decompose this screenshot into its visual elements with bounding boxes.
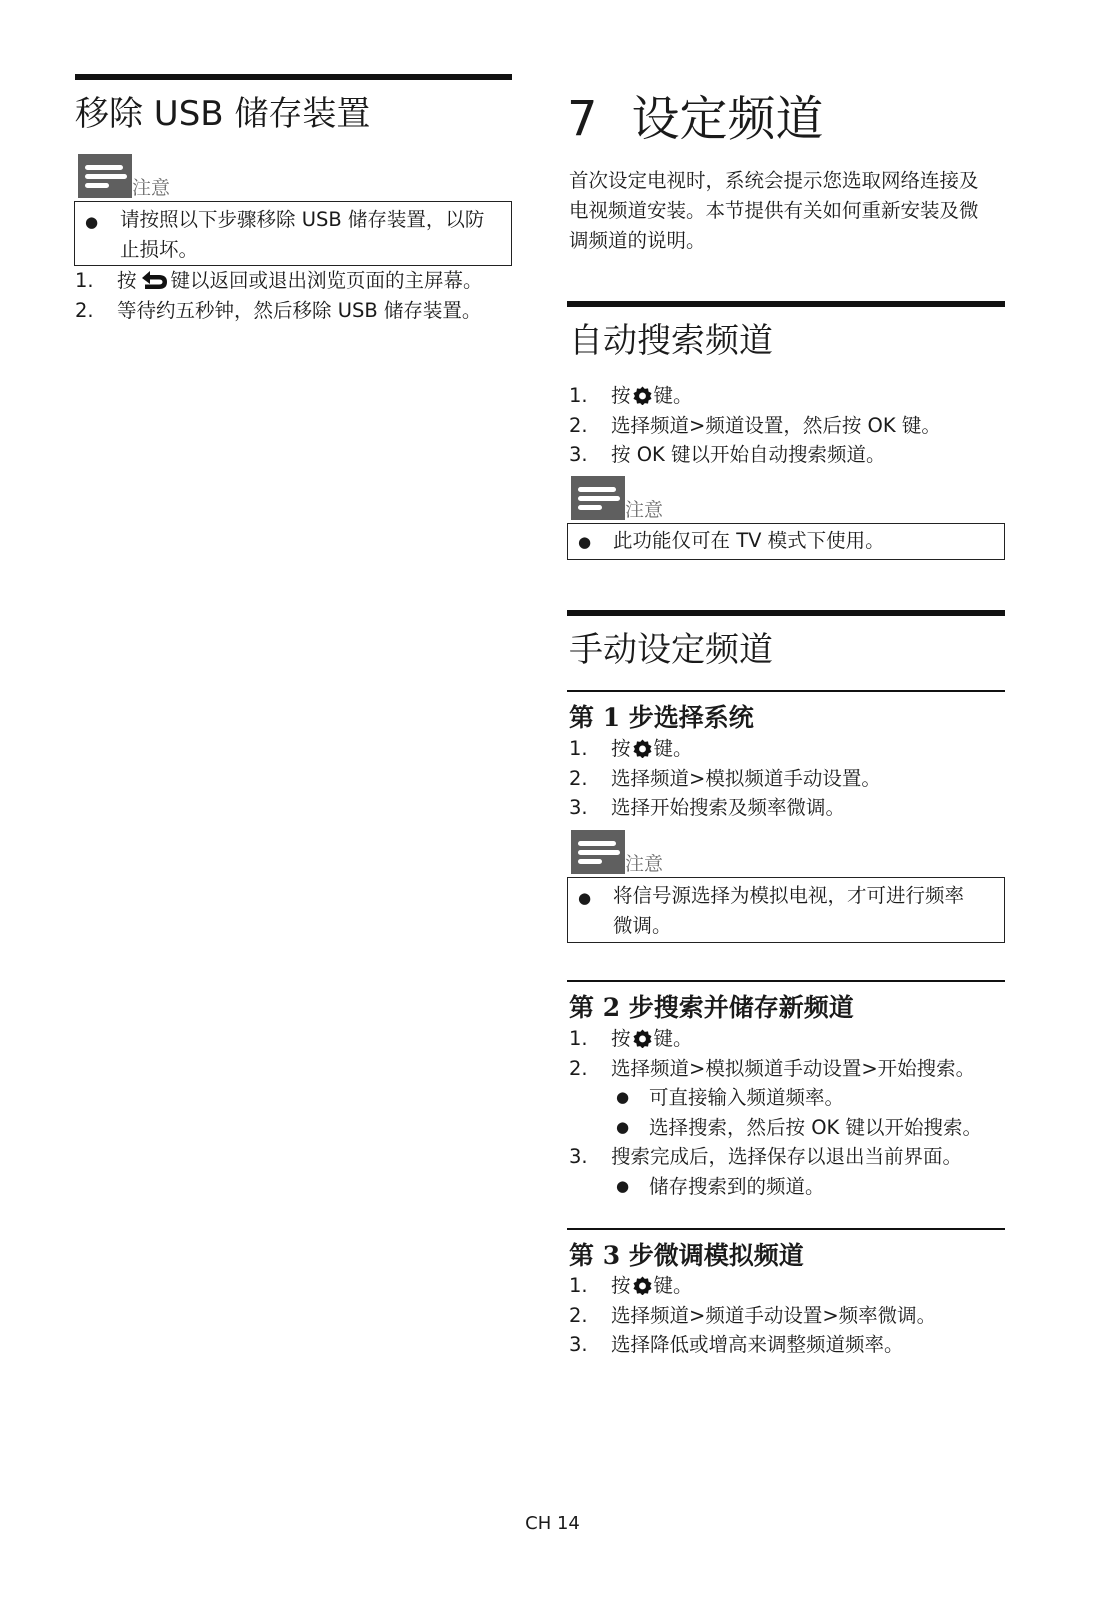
list-item: 3. 按 OK 键以开始自动搜索频道。 <box>569 443 886 467</box>
note-box <box>567 523 1005 560</box>
note-text: 此功能仅可在 TV 模式下使用。 <box>613 529 885 552</box>
step3-items <box>569 1271 1019 1360</box>
bullet: ● <box>578 889 592 907</box>
list-item: 2. 选择频道>频道设置，然后按 OK 键。 <box>569 413 941 437</box>
note-label: 注意 <box>625 499 664 521</box>
list-item: ● 选择搜索，然后按 OK 键以开始搜索。 <box>569 1113 1019 1143</box>
gear-icon <box>633 1029 652 1048</box>
bullet: ● <box>616 1117 630 1136</box>
list-item: ● 储存搜索到的频道。 <box>569 1172 1019 1202</box>
note-label: 注意 <box>625 853 664 875</box>
list-item: 3. 选择开始搜索及频率微调。 <box>569 796 846 820</box>
list-item: ● 可直接输入频道频率。 <box>569 1083 1019 1113</box>
step1-rule <box>567 690 1005 692</box>
chapter-number: 7 <box>567 91 598 147</box>
note-icon <box>571 476 625 520</box>
bullet: ● <box>578 533 592 551</box>
step2-items <box>569 1024 1019 1202</box>
list-item: 1. 按 键。 <box>569 1027 693 1050</box>
back-icon <box>139 270 169 290</box>
section-title-manual: 手动设定频道 <box>569 630 773 670</box>
note-icon <box>571 830 625 874</box>
step2-rule <box>567 980 1005 982</box>
note-label: 注意 <box>132 177 171 199</box>
section-title-remove-usb: 移除 USB 储存装置 <box>75 94 371 134</box>
step1-title: 第 1 步选择系统 <box>569 703 754 732</box>
step1-items <box>569 734 1019 823</box>
note-icon <box>78 154 132 198</box>
bullet: ● <box>85 213 99 231</box>
list-item: 3. 搜索完成后，选择保存以退出当前界面。 <box>569 1145 963 1169</box>
gear-icon <box>633 1276 652 1295</box>
note-text: 将信号源选择为模拟电视，才可进行频率 微调。 <box>613 884 965 937</box>
gear-icon <box>633 739 652 758</box>
list-item: 2. 选择频道>模拟频道手动设置。 <box>569 766 881 790</box>
list-item: 1. 按 键。 <box>569 384 693 407</box>
left-top-rule <box>75 74 512 80</box>
step3-title: 第 3 步微调模拟频道 <box>569 1241 804 1270</box>
list-item: 2. 等待约五秒钟，然后移除 USB 储存装置。 <box>75 298 482 322</box>
auto-search-rule <box>567 301 1005 307</box>
chapter-title <box>567 80 824 149</box>
bullet: ● <box>616 1176 630 1195</box>
list-item: 3. 选择降低或增高来调整频道频率。 <box>569 1333 904 1357</box>
chapter-intro: 首次设定电视时，系统会提示您选取网络连接及 电视频道安装。本节提供有关如何重新安装及微 调频道的说明。 <box>569 169 979 252</box>
list-item: 1. 按 键。 <box>569 1274 693 1297</box>
auto-search-steps <box>569 381 1019 470</box>
list-item: 1. 按 键。 <box>569 737 693 760</box>
list-item: 1. 按 键以返回或退出浏览页面的主屏幕。 <box>75 269 483 292</box>
remove-usb-steps <box>75 266 525 325</box>
note-text: 请按照以下步骤移除 USB 储存装置，以防 止损坏。 <box>120 208 485 261</box>
step3-rule <box>567 1228 1005 1230</box>
page-number: CH 14 <box>525 1513 580 1534</box>
list-item: 2. 选择频道>模拟频道手动设置>开始搜索。 <box>569 1056 976 1080</box>
gear-icon <box>633 386 652 405</box>
step2-title: 第 2 步搜索并储存新频道 <box>569 993 854 1022</box>
bullet: ● <box>616 1088 630 1107</box>
section-title-auto-search: 自动搜索频道 <box>569 321 773 361</box>
chapter-title-text: 设定频道 <box>631 91 824 147</box>
manual-rule <box>567 610 1005 616</box>
note-box <box>567 877 1005 943</box>
note-box <box>74 201 512 266</box>
list-item: 2. 选择频道>频道手动设置>频率微调。 <box>569 1303 937 1327</box>
